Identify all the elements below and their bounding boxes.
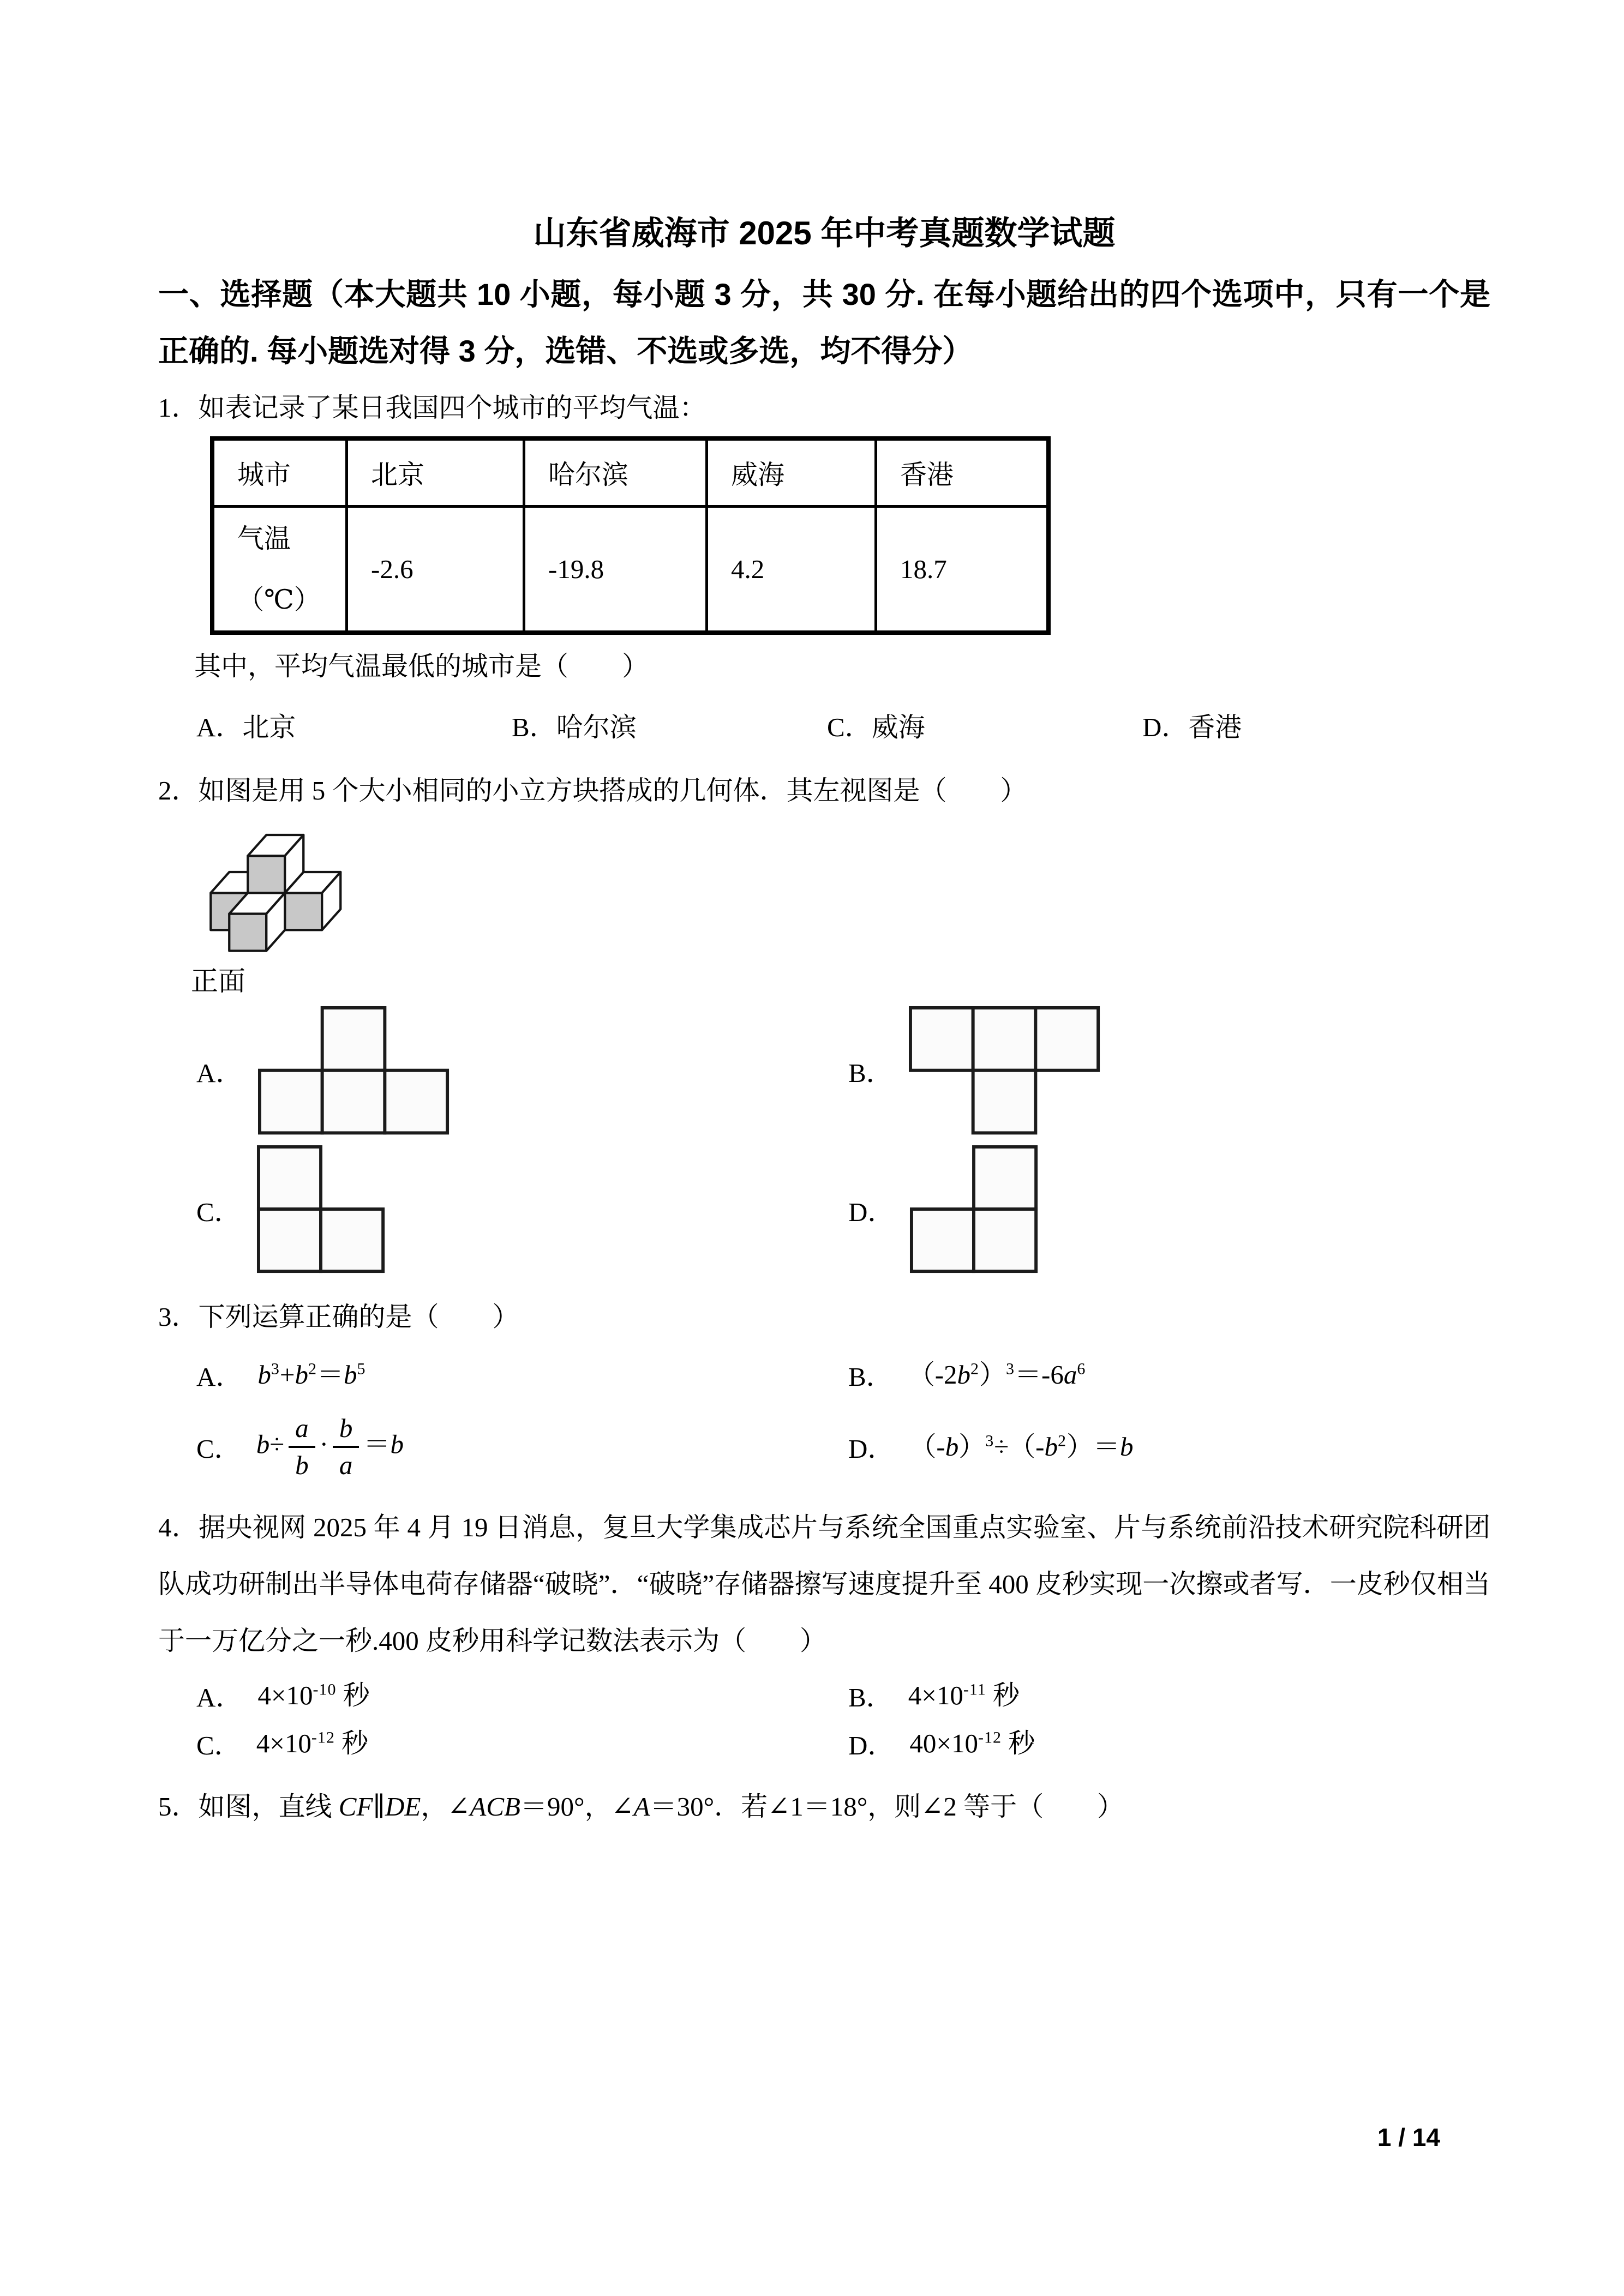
q3-stem: 3．下列运算正确的是（ ） xyxy=(158,1301,519,1332)
q5-stem: 5．如图，直线 CF∥DE，∠ACB＝90°，∠A＝30°．若∠1＝18°，则∠2 等于（ ） xyxy=(158,1791,1124,1822)
q4-option-a-value: $4\times 10^{-10}$ 秒 xyxy=(257,1680,370,1710)
q4-option-c-label: C． xyxy=(196,1730,241,1760)
q1-header-harbin: 哈尔滨 xyxy=(524,438,707,507)
q2-option-d xyxy=(848,1145,1040,1276)
q3-options-row-1 xyxy=(158,1353,1490,1397)
q2-options-row-2 xyxy=(158,1145,1490,1276)
q1-option-d-text: 香港 xyxy=(1188,712,1242,742)
q3-option-d-formula: $(-b)^3\div(-b^2)=b$ xyxy=(909,1431,1134,1462)
q1-row-label-temperature xyxy=(212,507,347,633)
q3-options-row-2 xyxy=(158,1413,1490,1481)
q1-header-weihai: 威海 xyxy=(707,438,876,507)
question-2 xyxy=(158,771,1490,1276)
q1-option-c-label: C． xyxy=(827,712,872,742)
question-3 xyxy=(158,1297,1490,1481)
q1-header-city: 城市 xyxy=(212,438,347,507)
q1-option-d-label: D． xyxy=(1142,712,1189,742)
q2-option-d-figure xyxy=(909,1145,1040,1276)
q1-option-a-label: A． xyxy=(196,712,243,742)
q2-option-b-figure xyxy=(908,1006,1102,1137)
q4-option-d-value: $40\times 10^{-12}$ 秒 xyxy=(909,1728,1035,1758)
q2-option-a xyxy=(196,1006,848,1137)
q2-option-d-label: D． xyxy=(848,1197,895,1227)
q4-option-b-value: $4\times 10^{-11}$ 秒 xyxy=(908,1680,1020,1710)
q1-value-hongkong: 18.7 xyxy=(876,507,1049,633)
q4-option-a-label: A． xyxy=(196,1682,243,1712)
q1-option-b-label: B． xyxy=(512,712,556,742)
q4-options-row-2 xyxy=(158,1722,1490,1765)
q2-option-c-label: C． xyxy=(196,1197,241,1227)
q1-value-harbin: -19.8 xyxy=(524,507,707,633)
q2-solid-cubes-figure xyxy=(199,826,347,960)
q2-option-b-label: B． xyxy=(848,1058,893,1089)
q2-option-b xyxy=(848,1006,1102,1137)
q1-row-label-line1: 气温 xyxy=(237,523,291,554)
q1-table-header-row xyxy=(212,438,1048,507)
q4-stem: 4．据央视网 2025 年 4 月 19 日消息，复旦大学集成芯片与系统全国重点实验室、片与系统前沿技术研究院科研团队成功研制出半导体电荷存储器“破晓”．“破晓”存储器擦写速度提升至 400 皮秒实现一次擦或者写．一皮秒仅相当于一万亿分之一秒.400 皮秒用科学记数法表示为（ ） xyxy=(158,1512,1490,1656)
q2-option-c-figure xyxy=(256,1145,387,1276)
q1-option-c xyxy=(827,708,1142,747)
question-4 xyxy=(158,1499,1490,1765)
fraction: $\frac{b}{a}$ xyxy=(333,1413,359,1481)
fraction: $\frac{a}{b}$ xyxy=(289,1413,315,1481)
q4-option-a xyxy=(196,1674,848,1717)
q2-figure xyxy=(191,826,1490,998)
q1-option-a-text: 北京 xyxy=(242,712,296,742)
q4-option-d-label: D． xyxy=(848,1730,895,1760)
q4-option-b xyxy=(848,1674,1020,1717)
q3-option-a-label: A． xyxy=(196,1361,243,1392)
q1-value-beijing: -2.6 xyxy=(347,507,524,633)
q1-option-b xyxy=(512,708,827,747)
q4-option-d xyxy=(848,1722,1035,1765)
page-title: 山东省威海市 2025 年中考真题数学试题 xyxy=(533,215,1116,251)
section-1-header: 一、选择题（本大题共 10 小题，每小题 3 分，共 30 分. 在每小题给出的四个选项中，只有一个是正确的. 每小题选对得 3 分，选错、不选或多选，均不得分） xyxy=(158,277,1490,368)
q1-table-data-row xyxy=(212,507,1048,633)
q2-figure-caption: 正面 xyxy=(191,965,245,996)
q2-options-row-1 xyxy=(158,1006,1490,1137)
q1-temperature-table xyxy=(210,436,1051,635)
q1-options xyxy=(158,708,1490,747)
q1-question: 其中，平均气温最低的城市是（ ） xyxy=(194,651,649,681)
page-number: 1 / 14 xyxy=(1377,2123,1440,2151)
q3-option-c-formula: b÷ $\frac{a}{b}$ · $\frac{b}{a}$ ＝b xyxy=(256,1413,404,1480)
q3-option-d-label: D． xyxy=(848,1433,895,1464)
q2-option-c xyxy=(196,1145,848,1276)
q3-option-d xyxy=(848,1425,1133,1469)
q4-option-c xyxy=(196,1722,848,1765)
q1-option-c-text: 威海 xyxy=(871,712,925,742)
q3-option-c xyxy=(196,1413,848,1481)
q4-option-b-label: B． xyxy=(848,1682,893,1712)
q1-header-hongkong: 香港 xyxy=(876,438,1049,507)
q1-option-d xyxy=(1142,708,1458,747)
q1-value-weihai: 4.2 xyxy=(707,507,876,633)
q3-option-b-formula: $(-2b^2)^3=-6a^6$ xyxy=(908,1359,1086,1390)
q1-row-label-line2: （℃） xyxy=(237,584,321,615)
q3-option-a xyxy=(196,1353,848,1397)
q2-option-a-label: A． xyxy=(196,1058,243,1089)
q2-stem: 2．如图是用 5 个大小相同的小立方块搭成的几何体．其左视图是（ ） xyxy=(158,776,1027,806)
question-1 xyxy=(158,388,1490,747)
q4-options-row-1 xyxy=(158,1674,1490,1717)
q3-option-b xyxy=(848,1353,1086,1397)
question-5 xyxy=(158,1787,1490,1826)
q1-stem: 1．如表记录了某日我国四个城市的平均气温： xyxy=(158,393,706,423)
q4-option-c-value: $4\times 10^{-12}$ 秒 xyxy=(256,1728,369,1758)
q2-option-a-figure xyxy=(257,1006,452,1137)
q3-option-a-formula: $b^3+b^2=b^5$ xyxy=(257,1359,366,1390)
q1-option-b-text: 哈尔滨 xyxy=(556,712,637,742)
q3-option-c-label: C． xyxy=(196,1433,241,1464)
q1-header-beijing: 北京 xyxy=(347,438,524,507)
q1-option-a xyxy=(196,708,512,747)
q3-option-b-label: B． xyxy=(848,1361,893,1392)
